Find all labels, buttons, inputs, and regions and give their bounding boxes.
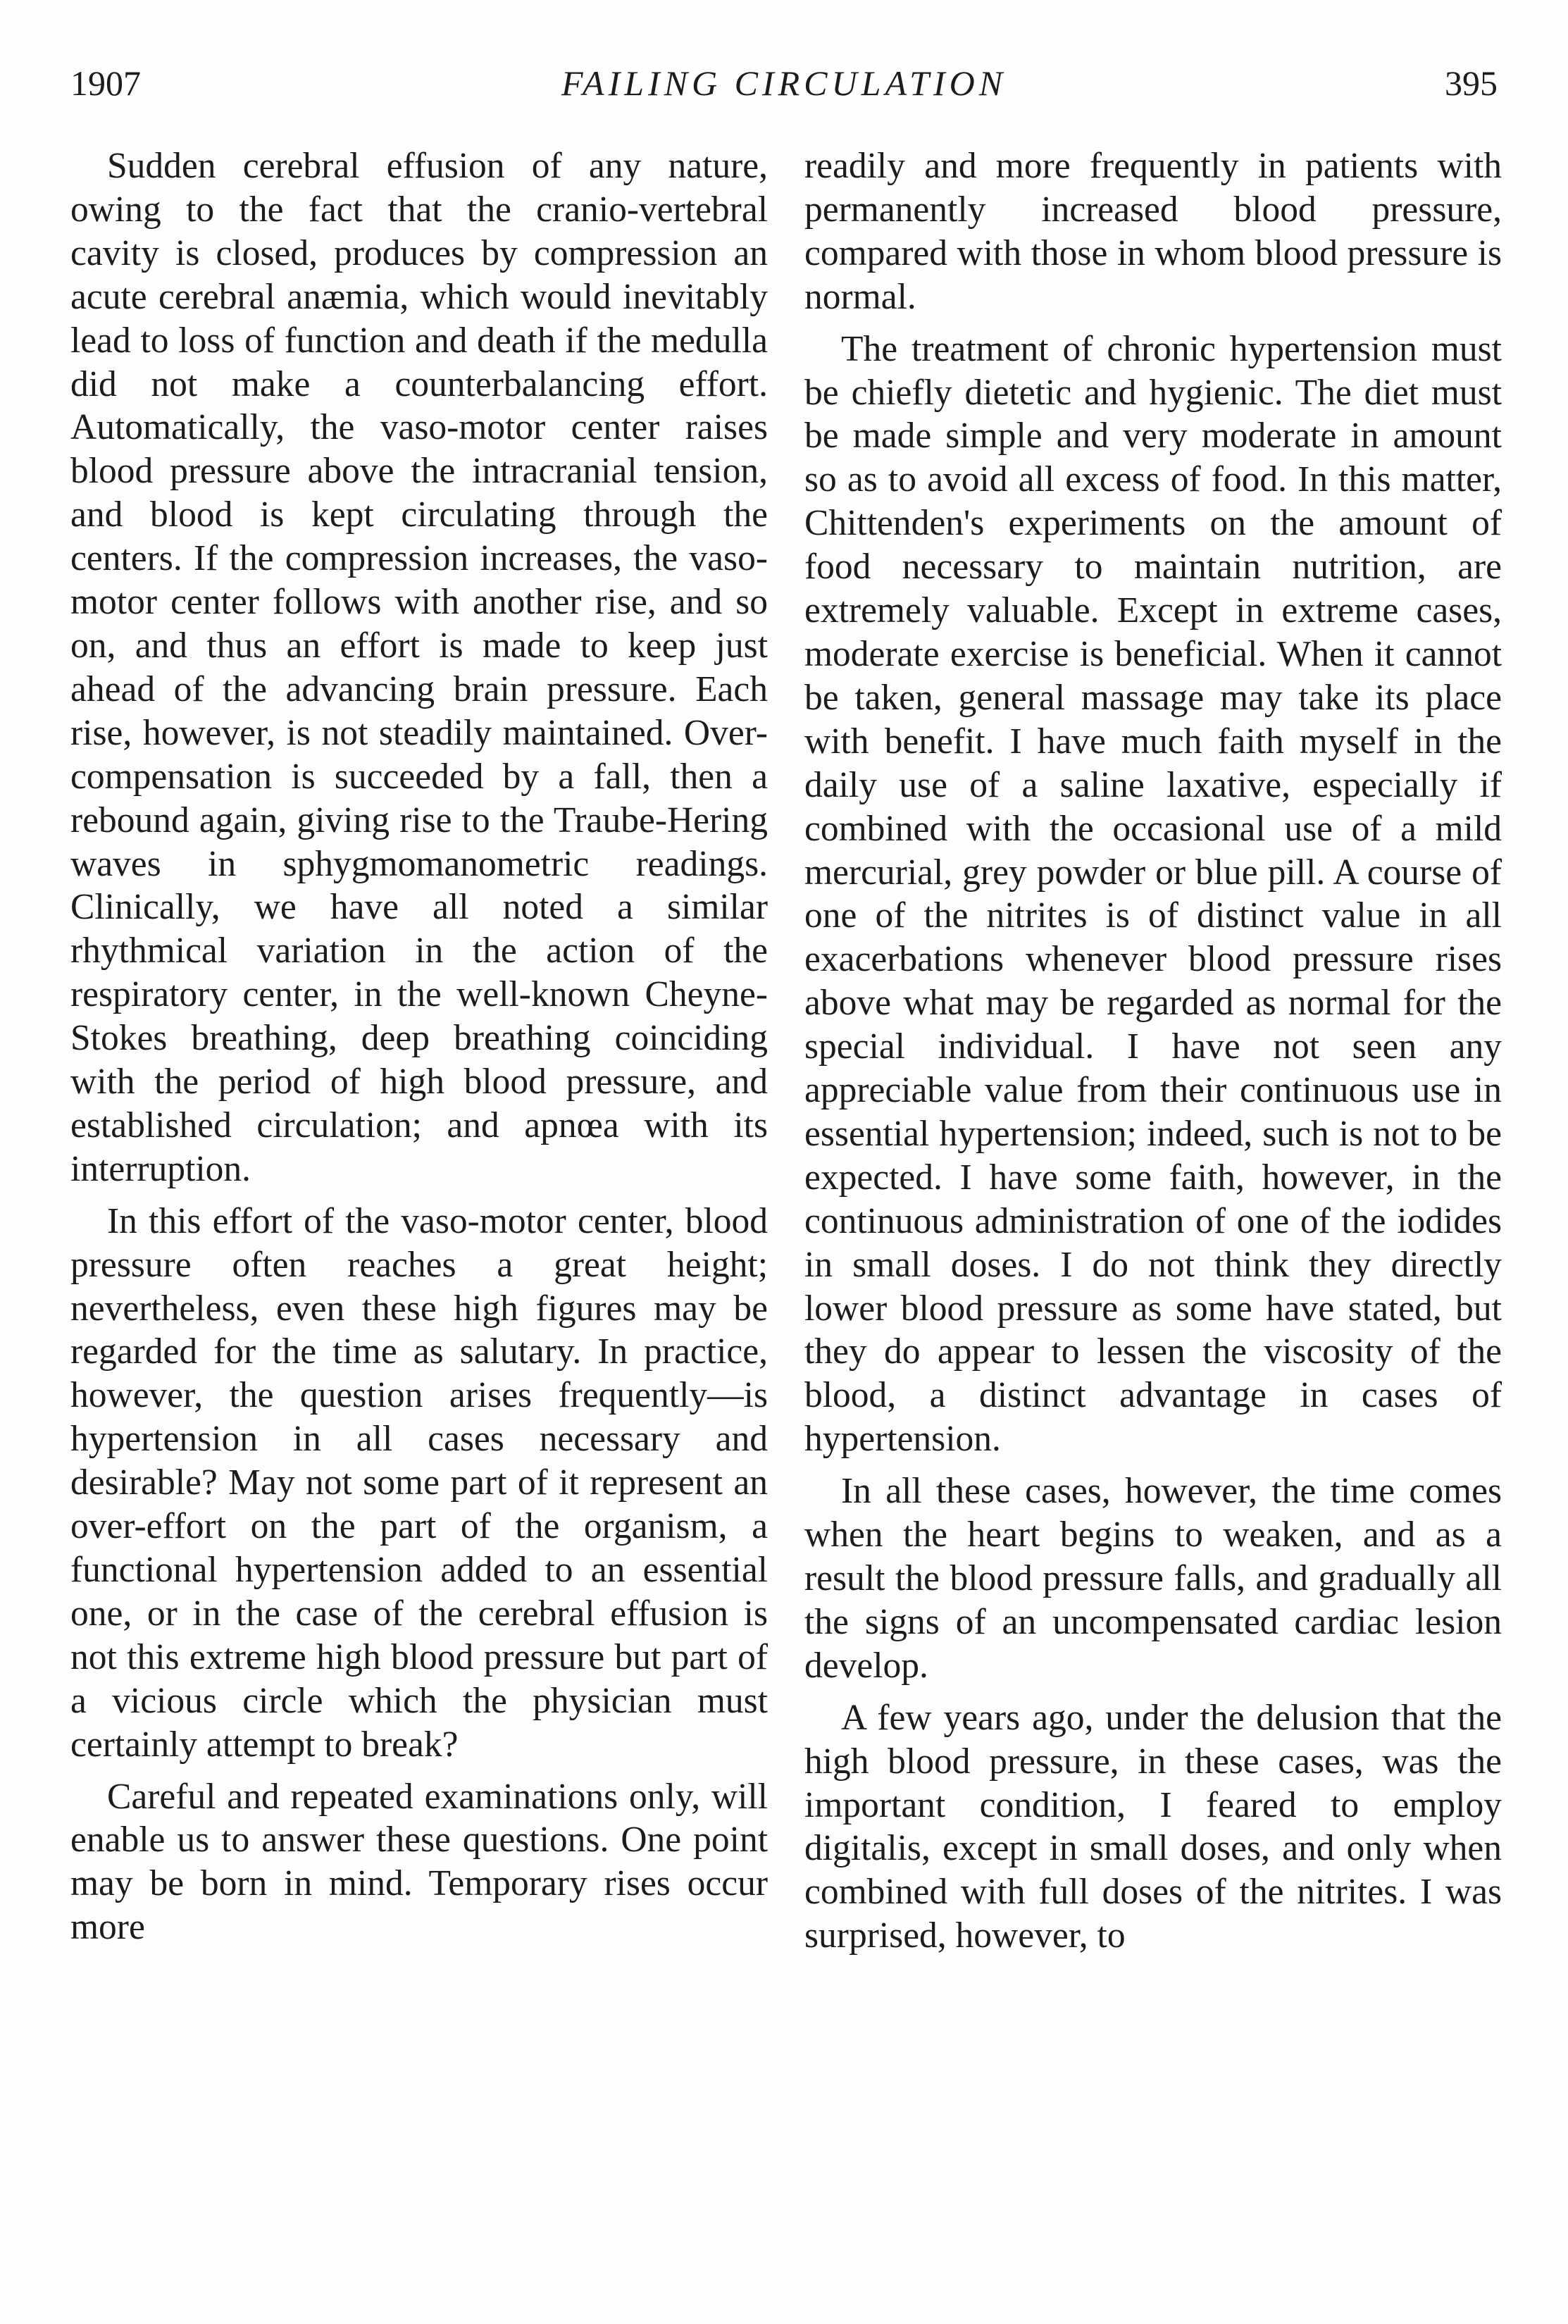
page-number: 395 [1445, 63, 1498, 103]
paragraph-vaso-motor-effort: In this effort of the vaso-motor center, blood pressure often reaches a great height; nevertheless, even these high figures may be regarded for the time as salutary. In practice, however, the question arises frequently—is hypertension in all cases necessary and desirable? May not some part of it represent an over-effort on the part of the organism, a functional hypertension added to an essential one, or in the case of the cerebral effusion is not this extreme high blood pressure but part of a vicious circle which the physician must certainly attempt to break? [70, 1200, 768, 1765]
header-title: FAILING CIRCULATION [561, 63, 1007, 103]
paragraph-continuation: readily and more frequently in patients with permanently increased blood pressure, compared with those in whom blood pressure is normal. [804, 146, 1502, 317]
paragraph-treatment: The treatment of chronic hypertension must be chiefly dietetic and hygienic. The diet must be made simple and very moderate in amount so as to avoid all excess of food. In this matter, Chittenden's experiments on the amount of food necessary to maintain nutrition, are extremely valuable. Except in extreme cases, moderate exercise is beneficial. When it cannot be taken, general massage may take its place with benefit. I have much faith myself in the daily use of a saline laxative, especially if combined with the occasional use of a mild mercurial, grey powder or blue pill. A course of one of the nitrites is of distinct value in all exacerbations whenever blood pressure rises above what may be regarded as normal for the special individual. I have not seen any appreciable value from their continuous use in essential hypertension; indeed, such is not to be expected. I have some faith, however, in the continuous administration of one of the iodides in small doses. I do not think they directly lower blood pressure as some have stated, but they do appear to lessen the viscosity of the blood, a distinct advantage in cases of hypertension. [804, 328, 1502, 1460]
paragraph-heart-weakens: In all these cases, however, the time comes when the heart begins to weaken, and as a result the blood pressure falls, and gradually all the signs of an uncompensated cardiac lesion develop. [804, 1471, 1502, 1686]
paragraph-digitalis: A few years ago, under the delusion that the high blood pressure, in these cases, was the important condition, I feared to employ digitalis, except in small doses, and only when combined with full doses of the nitrites. I was surprised, however, to [804, 1697, 1502, 1956]
paragraph-cerebral-effusion: Sudden cerebral effusion of any nature, owing to the fact that the cranio-vertebral cavity is closed, produces by compression an acute cerebral anæmia, which would inevitably lead to loss of function and death if the medulla did not make a counterbalancing effort. Automatically, the vaso-motor center raises blood pressure above the intracranial tension, and blood is kept circulating through the centers. If the compression increases, the vaso-motor center follows with another rise, and so on, and thus an effort is made to keep just ahead of the advancing brain pressure. Each rise, however, is not steadily maintained. Over-compensation is succeeded by a fall, then a rebound again, giving rise to the Traube-Hering waves in sphygmomanometric readings. Clinically, we have all noted a similar rhythmical variation in the action of the respiratory center, in the well-known Cheyne-Stokes breathing, deep breathing coinciding with the period of high blood pressure, and established circulation; and apnœa with its interruption. [70, 146, 768, 1189]
paragraph-careful-examinations: Careful and repeated examinations only, will enable us to answer these questions. One point may be born in mind. Temporary rises occur more [70, 1776, 768, 1948]
header-year: 1907 [70, 63, 141, 103]
left-column [70, 144, 768, 1958]
right-column [804, 144, 1502, 1966]
running-head [70, 55, 1498, 111]
